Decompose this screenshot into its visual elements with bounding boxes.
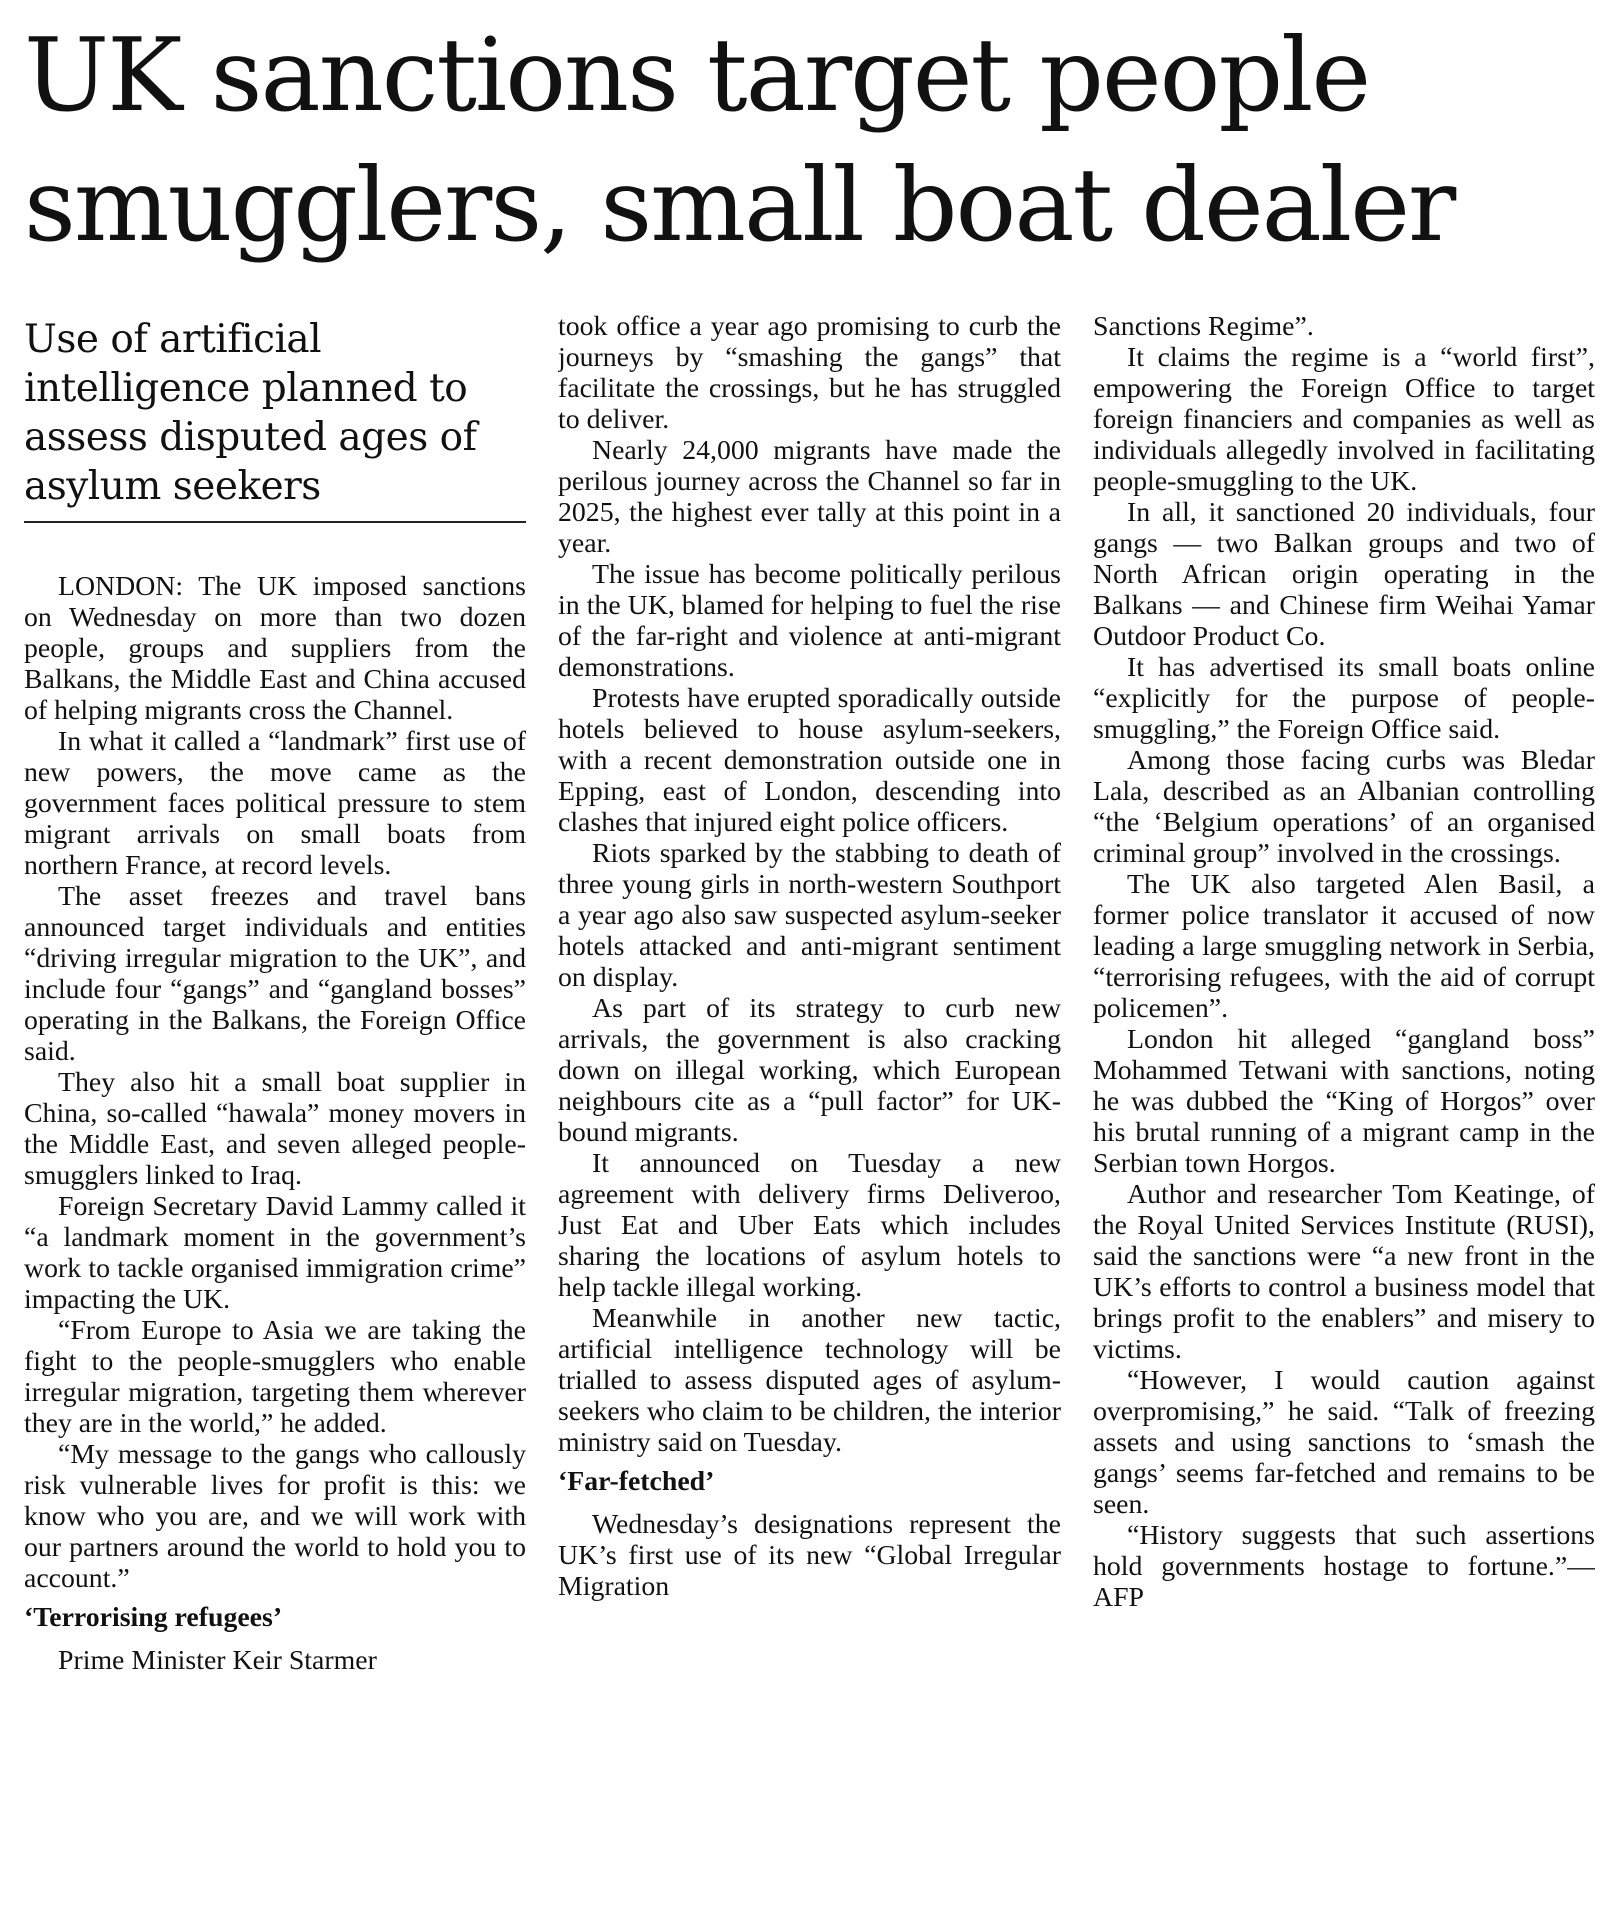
article-column-2 (558, 311, 1061, 1901)
body-paragraph: It has advertised its small boats online “explicitly for the purpose of people-smuggling,” the Foreign Office said. (1093, 652, 1595, 745)
subheading: ‘Far-fetched’ (558, 1466, 715, 1497)
subheading: ‘Terrorising refugees’ (24, 1602, 283, 1633)
body-paragraph: It announced on Tuesday a new agreement with delivery firms Deliveroo, Just Eat and Uber Eats which includes sharing the locations of asylum hotels to help tackle illegal working. (558, 1148, 1061, 1303)
body-paragraph: London hit alleged “gangland boss” Mohammed Tetwani with sanctions, noting he was dubbed the “King of Horgos” over his brutal running of a migrant camp in the Serbian town Horgos. (1093, 1024, 1595, 1179)
body-paragraph: Wednesday’s designations represent the UK’s first use of its new “Global Irregular Migration (558, 1509, 1061, 1602)
article-deck: Use of artificial intelligence planned to assess disputed ages of asylum seekers (24, 309, 526, 523)
article-headline: UK sanctions target people smugglers, small boat dealer (24, 16, 1455, 264)
body-paragraph: The asset freezes and travel bans announced target individuals and entities “driving irregular migration to the UK”, and include four “gangs” and “gangland bosses” operating in the Balkans, the Foreign Office said. (24, 881, 526, 1067)
body-paragraph: The issue has become politically perilous in the UK, blamed for helping to fuel the rise of the far-right and violence at anti-migrant demonstrations. (558, 559, 1061, 683)
body-paragraph: In all, it sanctioned 20 individuals, four gangs — two Balkan groups and two of North African origin operating in the Balkans — and Chinese firm Weihai Yamar Outdoor Product Co. (1093, 497, 1595, 652)
body-paragraph: It claims the regime is a “world first”, empowering the Foreign Office to target foreign financiers and companies as well as individuals allegedly involved in facilitating people-smuggling to the UK. (1093, 342, 1595, 497)
lead-paragraph-text: The UK imposed sanctions on Wednesday on more than two dozen people, groups and suppliers from the Balkans, the Middle East and China accused of helping migrants cross the Channel. (24, 571, 526, 726)
deck-spacer (24, 523, 526, 571)
body-paragraph: The UK also targeted Alen Basil, a former police translator it accused of now leading a large smuggling network in Serbia, “terrorising refugees, with the aid of corrupt policemen”. (1093, 869, 1595, 1024)
body-paragraph: “However, I would caution against overpromising,” he said. “Talk of freezing assets and using sanctions to ‘smash the gangs’ seems far-fetched and remains to be seen. (1093, 1365, 1595, 1520)
body-paragraph: Meanwhile in another new tactic, artificial intelligence technology will be trialled to assess disputed ages of asylum-seekers who claim to be children, the interior ministry said on Tuesday. (558, 1303, 1061, 1458)
lead-paragraph (24, 571, 526, 726)
body-paragraph: Nearly 24,000 migrants have made the perilous journey across the Channel so far in 2025, the highest ever tally at this point in a year. (558, 435, 1061, 559)
body-paragraph: Foreign Secretary David Lammy called it “a landmark moment in the government’s work to tackle organised immigration crime” impacting the UK. (24, 1191, 526, 1315)
body-paragraph: In what it called a “landmark” first use of new powers, the move came as the government faces political pressure to stem migrant arrivals on small boats from northern France, at record levels. (24, 726, 526, 881)
body-paragraph: They also hit a small boat supplier in China, so-called “hawala” money movers in the Middle East, and seven alleged people-smugglers linked to Iraq. (24, 1067, 526, 1191)
closing-paragraph: “History suggests that such assertions hold governments hostage to fortune.”—AFP (1093, 1520, 1595, 1613)
body-paragraph: As part of its strategy to curb new arrivals, the government is also cracking down on illegal working, which European neighbours cite as a “pull factor” for UK-bound migrants. (558, 993, 1061, 1148)
body-paragraph: Author and researcher Tom Keatinge, of the Royal United Services Institute (RUSI), said the sanctions were “a new front in the UK’s efforts to control a business model that brings profit to the enablers” and misery to victims. (1093, 1179, 1595, 1365)
continued-paragraph: Sanctions Regime”. (1093, 311, 1314, 342)
body-paragraph: Riots sparked by the stabbing to death of three young girls in north-western Southport a year ago also saw suspected asylum-seeker hotels attacked and anti-migrant sentiment on display. (558, 838, 1061, 993)
body-paragraph: Among those facing curbs was Bledar Lala, described as an Albanian controlling “the ‘Belgium operations’ of an organised criminal group” involved in the crossings. (1093, 745, 1595, 869)
article-column-1 (24, 309, 526, 1899)
article-column-3 (1093, 311, 1595, 1901)
body-paragraph: “From Europe to Asia we are taking the fight to the people-smugglers who enable irregular migration, targeting them wherever they are in the world,” he added. (24, 1315, 526, 1439)
dateline: LONDON: (58, 571, 184, 602)
body-paragraph: “My message to the gangs who callously risk vulnerable lives for profit is this: we know who you are, and we will work with our partners around the world to hold you to account.” (24, 1439, 526, 1594)
continued-paragraph: took office a year ago promising to curb the journeys by “smashing the gangs” that facilitate the crossings, but he has struggled to deliver. (558, 311, 1061, 435)
body-paragraph: Protests have erupted sporadically outside hotels believed to house asylum-seekers, with a recent demonstration outside one in Epping, east of London, descending into clashes that injured eight police officers. (558, 683, 1061, 838)
body-paragraph: Prime Minister Keir Starmer (58, 1645, 377, 1676)
